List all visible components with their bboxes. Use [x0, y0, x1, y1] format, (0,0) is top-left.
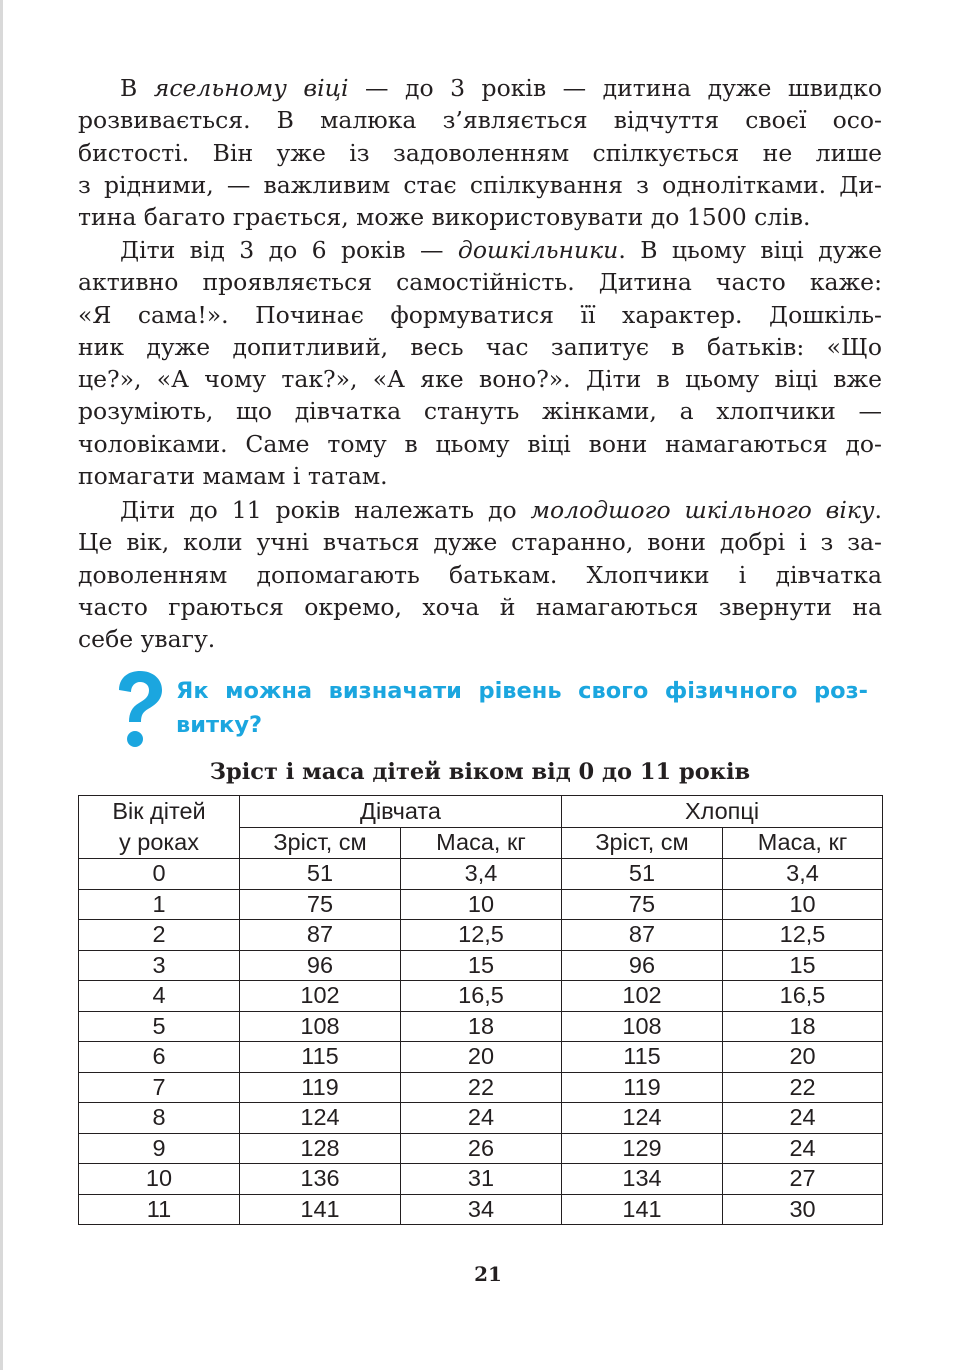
cell-age: 9 [79, 1133, 240, 1164]
italic-term: молодшого шкільного віку [530, 496, 875, 524]
text-segment: Діти від 3 до 6 років — [120, 236, 458, 264]
cell-age: 0 [79, 859, 240, 890]
text-segment: розвивається. В малюка з’являється відчуття своєї осо- [78, 106, 882, 135]
cell-girls-weight: 26 [401, 1133, 562, 1164]
text-segment: бистості. Він уже із задоволенням спілкується не лише [78, 138, 882, 167]
cell-boys-height: 96 [562, 950, 723, 981]
cell-age: 8 [79, 1103, 240, 1134]
italic-term: ясельному віці [153, 74, 349, 102]
cell-boys-weight: 16,5 [723, 981, 883, 1012]
text-line [78, 104, 882, 136]
table-row [79, 1164, 883, 1195]
cell-boys-height: 87 [562, 920, 723, 951]
cell-boys-weight: 12,5 [723, 920, 883, 951]
header-boys-height: Зріст, см [562, 827, 723, 859]
paragraph-preschool-age [78, 234, 882, 492]
text-segment: активно проявляється самостійність. Дитина часто каже: [78, 268, 882, 297]
cell-boys-height: 108 [562, 1011, 723, 1042]
text-segment: Це вік, коли учні вчаться дуже старанно, вони добрі і з за- [78, 528, 882, 557]
cell-girls-height: 51 [240, 859, 401, 890]
cell-boys-height: 51 [562, 859, 723, 890]
cell-boys-weight: 3,4 [723, 859, 883, 890]
text-segment: . В цьому віці дуже [618, 236, 883, 264]
cell-girls-weight: 3,4 [401, 859, 562, 890]
text-segment: себе увагу. [78, 625, 216, 654]
text-line [78, 559, 882, 591]
table-row [79, 889, 883, 920]
paragraph-toddler-age [78, 72, 882, 233]
text-line [78, 591, 882, 623]
text-segment: доволенням допомагають батькам. Хлопчики і дівчатка [78, 560, 882, 589]
text-segment: це?», «А чому так?», «А яке воно?». Діти в цьому віці вже [78, 365, 882, 394]
cell-girls-weight: 20 [401, 1042, 562, 1073]
text-line [78, 266, 882, 298]
text-segment: . [874, 496, 882, 524]
cell-age: 5 [79, 1011, 240, 1042]
text-line [78, 201, 882, 233]
question-mark-icon [112, 668, 166, 750]
cell-boys-weight: 15 [723, 950, 883, 981]
cell-girls-height: 102 [240, 981, 401, 1012]
page-edge [0, 0, 3, 1370]
cell-boys-weight: 18 [723, 1011, 883, 1042]
cell-girls-height: 141 [240, 1194, 401, 1225]
text-segment: з рідними, — важливим стає спілкування з однолітками. Ди- [78, 170, 882, 199]
cell-boys-weight: 22 [723, 1072, 883, 1103]
header-girls-height: Зріст, см [240, 827, 401, 859]
cell-boys-weight: 20 [723, 1042, 883, 1073]
cell-boys-height: 75 [562, 889, 723, 920]
cell-boys-height: 119 [562, 1072, 723, 1103]
text-line [78, 234, 882, 266]
cell-girls-weight: 34 [401, 1194, 562, 1225]
cell-age: 4 [79, 981, 240, 1012]
text-line [78, 428, 882, 460]
table-row [79, 1133, 883, 1164]
cell-girls-weight: 31 [401, 1164, 562, 1195]
table-row [79, 1042, 883, 1073]
cell-girls-weight: 18 [401, 1011, 562, 1042]
text-line [78, 460, 882, 492]
table-row [79, 1103, 883, 1134]
cell-girls-height: 108 [240, 1011, 401, 1042]
table-body [79, 859, 883, 1225]
text-line [78, 72, 882, 104]
text-line [78, 526, 882, 558]
table-row [79, 920, 883, 951]
text-line [78, 623, 882, 655]
cell-girls-weight: 24 [401, 1103, 562, 1134]
cell-girls-height: 115 [240, 1042, 401, 1073]
paragraph-primary-school-age [78, 494, 882, 655]
cell-girls-height: 96 [240, 950, 401, 981]
cell-girls-height: 119 [240, 1072, 401, 1103]
table-row [79, 1011, 883, 1042]
cell-girls-weight: 12,5 [401, 920, 562, 951]
table-row [79, 1072, 883, 1103]
header-boys-weight: Маса, кг [723, 827, 883, 859]
page-number: 21 [474, 1262, 502, 1286]
cell-age: 10 [79, 1164, 240, 1195]
cell-boys-weight: 24 [723, 1133, 883, 1164]
header-age: Вік дітей у роках [79, 796, 240, 859]
cell-age: 1 [79, 889, 240, 920]
question-heading [176, 674, 868, 742]
text-segment: розуміють, що дівчатка стануть жінками, а хлопчики — [78, 397, 882, 426]
cell-boys-height: 102 [562, 981, 723, 1012]
text-line [78, 395, 882, 427]
cell-girls-weight: 16,5 [401, 981, 562, 1012]
text-segment: тина багато грається, може використовувати до 1500 слів. [78, 203, 811, 232]
header-girls-weight: Маса, кг [401, 827, 562, 859]
text-segment: «Я сама!». Починає формуватися її характер. Дошкіль- [78, 300, 882, 329]
cell-girls-weight: 22 [401, 1072, 562, 1103]
table-title: Зріст і маса дітей віком від 0 до 11 років [209, 759, 751, 785]
height-weight-table [78, 795, 883, 1225]
cell-girls-weight: 15 [401, 950, 562, 981]
cell-boys-height: 115 [562, 1042, 723, 1073]
cell-age: 11 [79, 1194, 240, 1225]
header-boys: Хлопці [562, 796, 883, 828]
text-line [78, 169, 882, 201]
cell-girls-weight: 10 [401, 889, 562, 920]
cell-age: 7 [79, 1072, 240, 1103]
cell-girls-height: 124 [240, 1103, 401, 1134]
cell-girls-height: 136 [240, 1164, 401, 1195]
cell-girls-height: 128 [240, 1133, 401, 1164]
table-row [79, 1194, 883, 1225]
cell-boys-weight: 24 [723, 1103, 883, 1134]
text-segment: помагати мамам і татам. [78, 462, 388, 491]
cell-girls-height: 87 [240, 920, 401, 951]
cell-age: 6 [79, 1042, 240, 1073]
text-segment: В [120, 74, 154, 102]
text-segment: чоловіками. Саме тому в цьому віці вони намагаються до- [78, 429, 882, 458]
italic-term: дошкільники [457, 236, 619, 264]
cell-age: 2 [79, 920, 240, 951]
text-segment: — до 3 років — дитина дуже швидко [348, 74, 882, 102]
cell-boys-height: 141 [562, 1194, 723, 1225]
cell-boys-weight: 30 [723, 1194, 883, 1225]
cell-boys-weight: 10 [723, 889, 883, 920]
cell-boys-height: 129 [562, 1133, 723, 1164]
table-row [79, 981, 883, 1012]
text-segment: Діти до 11 років належать до [120, 496, 531, 524]
table-row [79, 950, 883, 981]
cell-age: 3 [79, 950, 240, 981]
question-line: Як можна визначати рівень свого фізичного роз- [176, 678, 868, 704]
cell-boys-height: 124 [562, 1103, 723, 1134]
text-line [78, 137, 882, 169]
cell-boys-height: 134 [562, 1164, 723, 1195]
cell-boys-weight: 27 [723, 1164, 883, 1195]
text-line [78, 331, 882, 363]
text-segment: часто граються окремо, хоча й намагаються звернути на [78, 592, 882, 621]
text-line [78, 299, 882, 331]
text-line [78, 494, 882, 526]
header-girls: Дівчата [240, 796, 562, 828]
cell-girls-height: 75 [240, 889, 401, 920]
table-row [79, 859, 883, 890]
question-line: витку? [176, 712, 263, 738]
text-line [78, 363, 882, 395]
text-segment: ник дуже допитливий, весь час запитує в батьків: «Що [78, 332, 882, 361]
